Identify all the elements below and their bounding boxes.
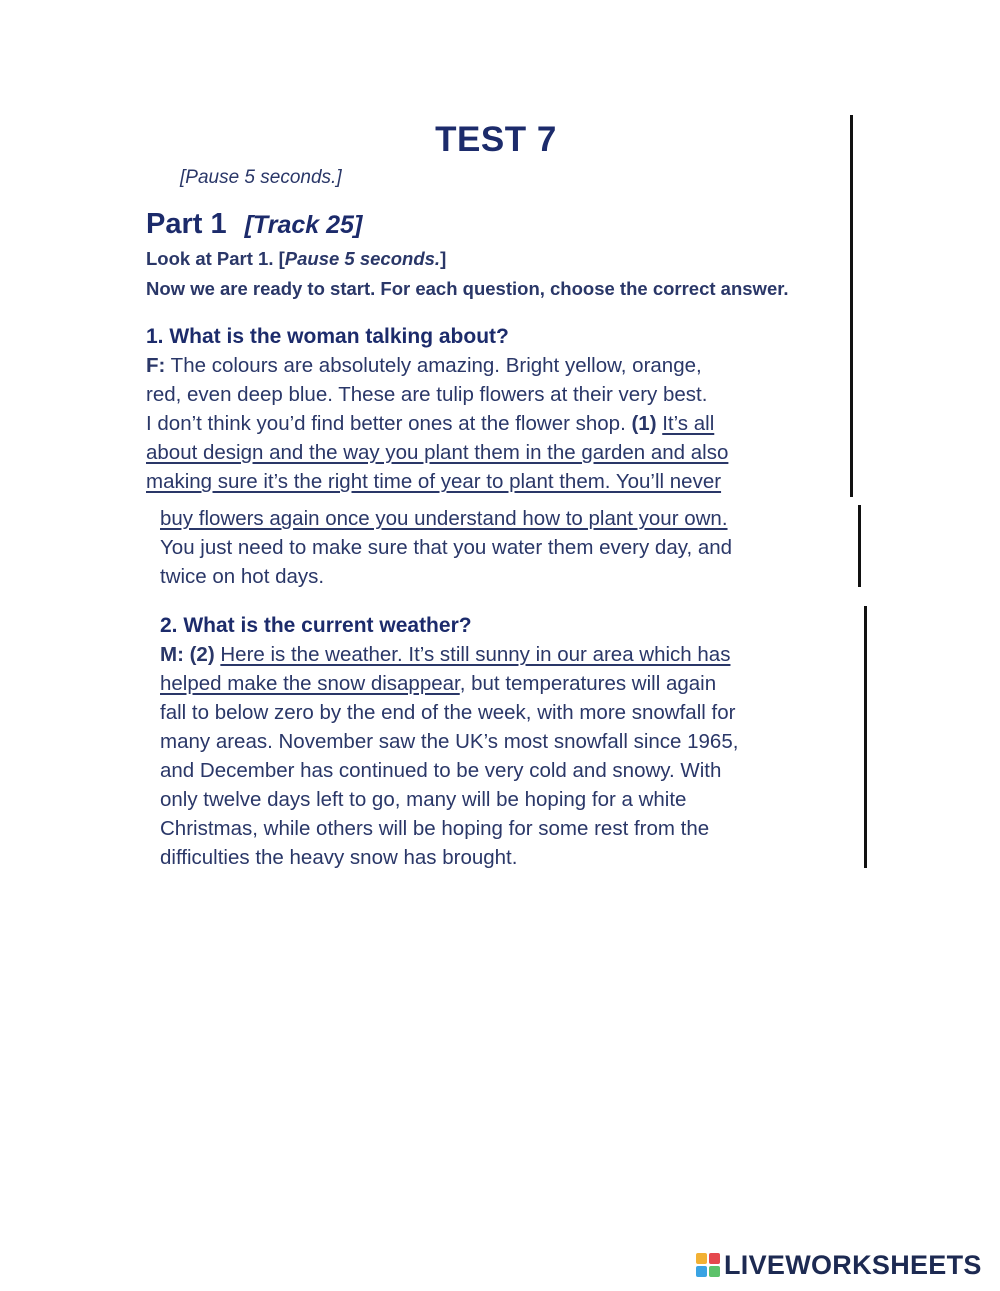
part-heading: [146, 208, 362, 241]
part-label: Part 1: [146, 208, 227, 240]
answer-marker-1: (1): [631, 412, 657, 435]
track-label: [Track 25]: [244, 211, 363, 239]
q2-line-3: fall to below zero by the end of the week, with more snowfall for: [160, 701, 736, 724]
q1-line-7: You just need to make sure that you water them every day, and: [160, 536, 733, 559]
q2-line-4: many areas. November saw the UK’s most snowfall since 1965,: [160, 730, 739, 753]
q2-line-1: M: (2) Here is the weather. It’s still sunny in our area which has: [160, 643, 731, 666]
q2-line-7: Christmas, while others will be hoping for some rest from the: [160, 817, 710, 840]
speaker-label: F:: [146, 354, 166, 377]
logo-blocks-icon: [696, 1253, 720, 1277]
q1-line-2: red, even deep blue. These are tulip flowers at their very best.: [146, 383, 708, 406]
margin-bar: [858, 505, 861, 587]
ready-instruction: Now we are ready to start. For each question, choose the correct answer.: [146, 278, 789, 299]
margin-bar: [850, 115, 853, 497]
question-1: 1. What is the woman talking about?: [146, 325, 509, 348]
q1-line-1: F: The colours are absolutely amazing. Bright yellow, orange,: [146, 354, 702, 377]
q1-line-6: buy flowers again once you understand how to plant your own.: [160, 507, 728, 530]
look-instruction: Look at Part 1. [Pause 5 seconds.]: [146, 248, 447, 269]
q1-line-4: about design and the way you plant them in the garden and also: [146, 441, 729, 464]
q2-line-6: only twelve days left to go, many will be hoping for a white: [160, 788, 687, 811]
q2-line-8: difficulties the heavy snow has brought.: [160, 846, 518, 869]
pause-instruction: [Pause 5 seconds.]: [180, 167, 342, 188]
q1-line-3: I don’t think you’d find better ones at the flower shop. (1) It’s all: [146, 412, 715, 435]
q1-line-8: twice on hot days.: [160, 565, 325, 588]
liveworksheets-logo: LIVEWORKSHEETS: [696, 1250, 982, 1280]
q2-line-2: helped make the snow disappear, but temperatures will again: [160, 672, 717, 695]
speaker-label-2: M: (2): [160, 643, 215, 666]
q1-line-5: making sure it’s the right time of year to plant them. You’ll never: [146, 470, 722, 493]
test-title: TEST 7: [435, 120, 557, 159]
q2-line-5: and December has continued to be very cold and snowy. With: [160, 759, 722, 782]
margin-bar: [864, 606, 867, 868]
question-2: 2. What is the current weather?: [160, 614, 472, 637]
